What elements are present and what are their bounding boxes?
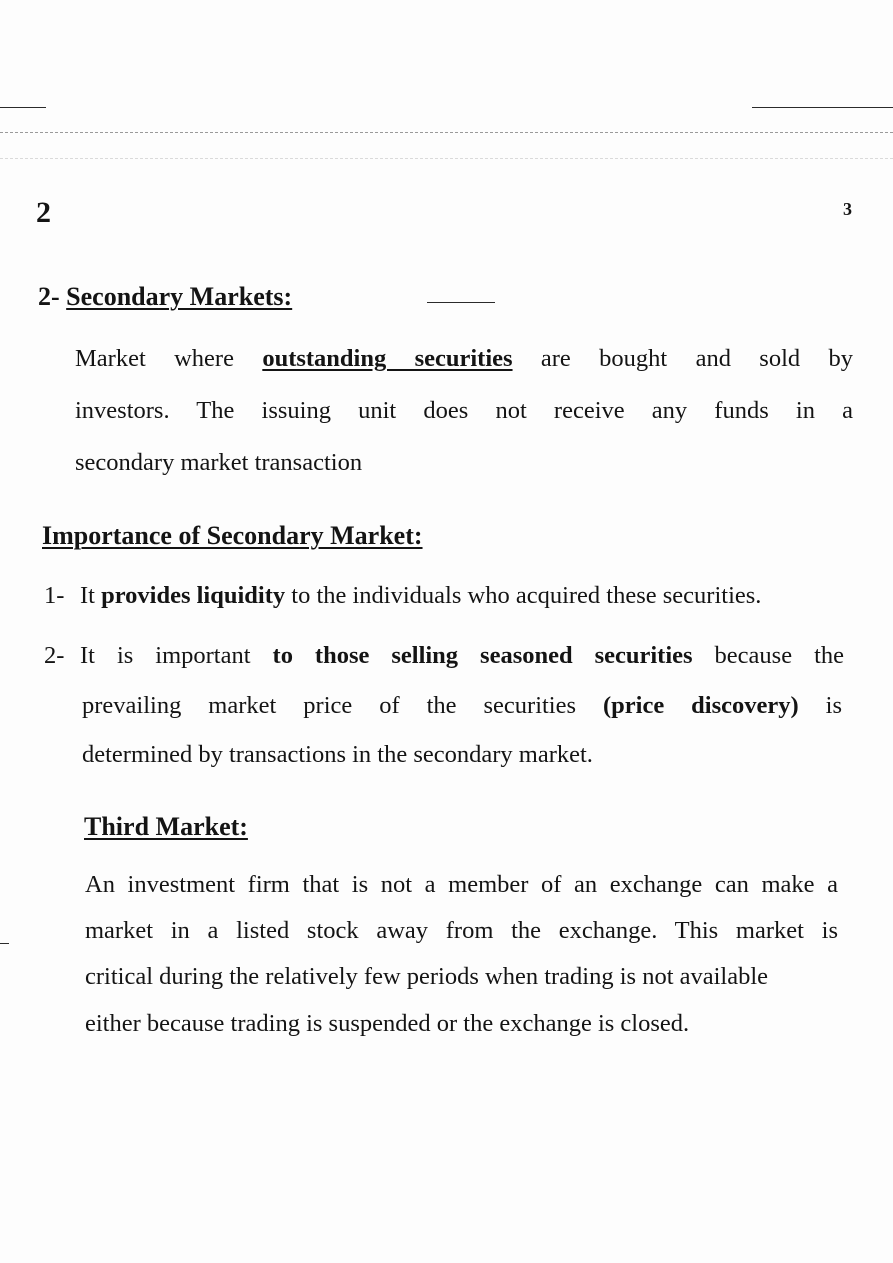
page-number-right: 3 bbox=[843, 199, 852, 219]
secondary-number: 2- bbox=[38, 282, 60, 311]
seasoned-securities: to those selling seasoned securities bbox=[272, 642, 693, 669]
importance-heading: Importance of Secondary Market: bbox=[42, 521, 423, 550]
secondary-heading: Secondary Markets: bbox=[66, 282, 293, 311]
importance-item-1-number: 1- bbox=[44, 582, 65, 609]
header-rule-left bbox=[0, 107, 46, 108]
margin-tick bbox=[0, 943, 9, 944]
third-market-line-2: market in a listed stock away from the exchange. This market is bbox=[85, 917, 838, 944]
secondary-line-2: investors. The issuing unit does not receive any funds in a bbox=[75, 397, 853, 424]
secondary-heading-row bbox=[38, 282, 292, 312]
third-market-line-3: critical during the relatively few periods when trading is not available bbox=[85, 963, 769, 990]
importance-item-2-number: 2- bbox=[44, 642, 65, 669]
importance-item-1: It provides liquidity to the individuals who acquired these securities. bbox=[80, 582, 762, 609]
importance-item-2-line-1: It is important to those selling seasoned securities because the bbox=[80, 642, 844, 669]
third-market-line-4: either because trading is suspended or the exchange is closed. bbox=[85, 1010, 690, 1037]
importance-item-2-line-2: prevailing market price of the securities (price discovery) is bbox=[82, 692, 842, 719]
outstanding-securities: outstanding securities bbox=[262, 345, 513, 372]
secondary-line-3: secondary market transaction bbox=[75, 449, 363, 476]
third-market-line-1: An investment firm that is not a member of an exchange can make a bbox=[85, 871, 838, 898]
price-discovery: (price discovery) bbox=[603, 692, 799, 719]
page-number-left: 2 bbox=[36, 196, 51, 229]
header-rule-dashed bbox=[0, 132, 893, 133]
third-market-heading: Third Market: bbox=[84, 812, 248, 841]
provides-liquidity: provides liquidity bbox=[101, 582, 286, 609]
importance-item-2-line-3: determined by transactions in the secondary market. bbox=[82, 741, 593, 768]
header-rule-faint bbox=[0, 158, 893, 159]
header-rule-right bbox=[752, 107, 893, 108]
secondary-line-1: Market where outstanding securities are bought and sold by bbox=[75, 345, 853, 372]
heading-dash bbox=[427, 302, 495, 303]
